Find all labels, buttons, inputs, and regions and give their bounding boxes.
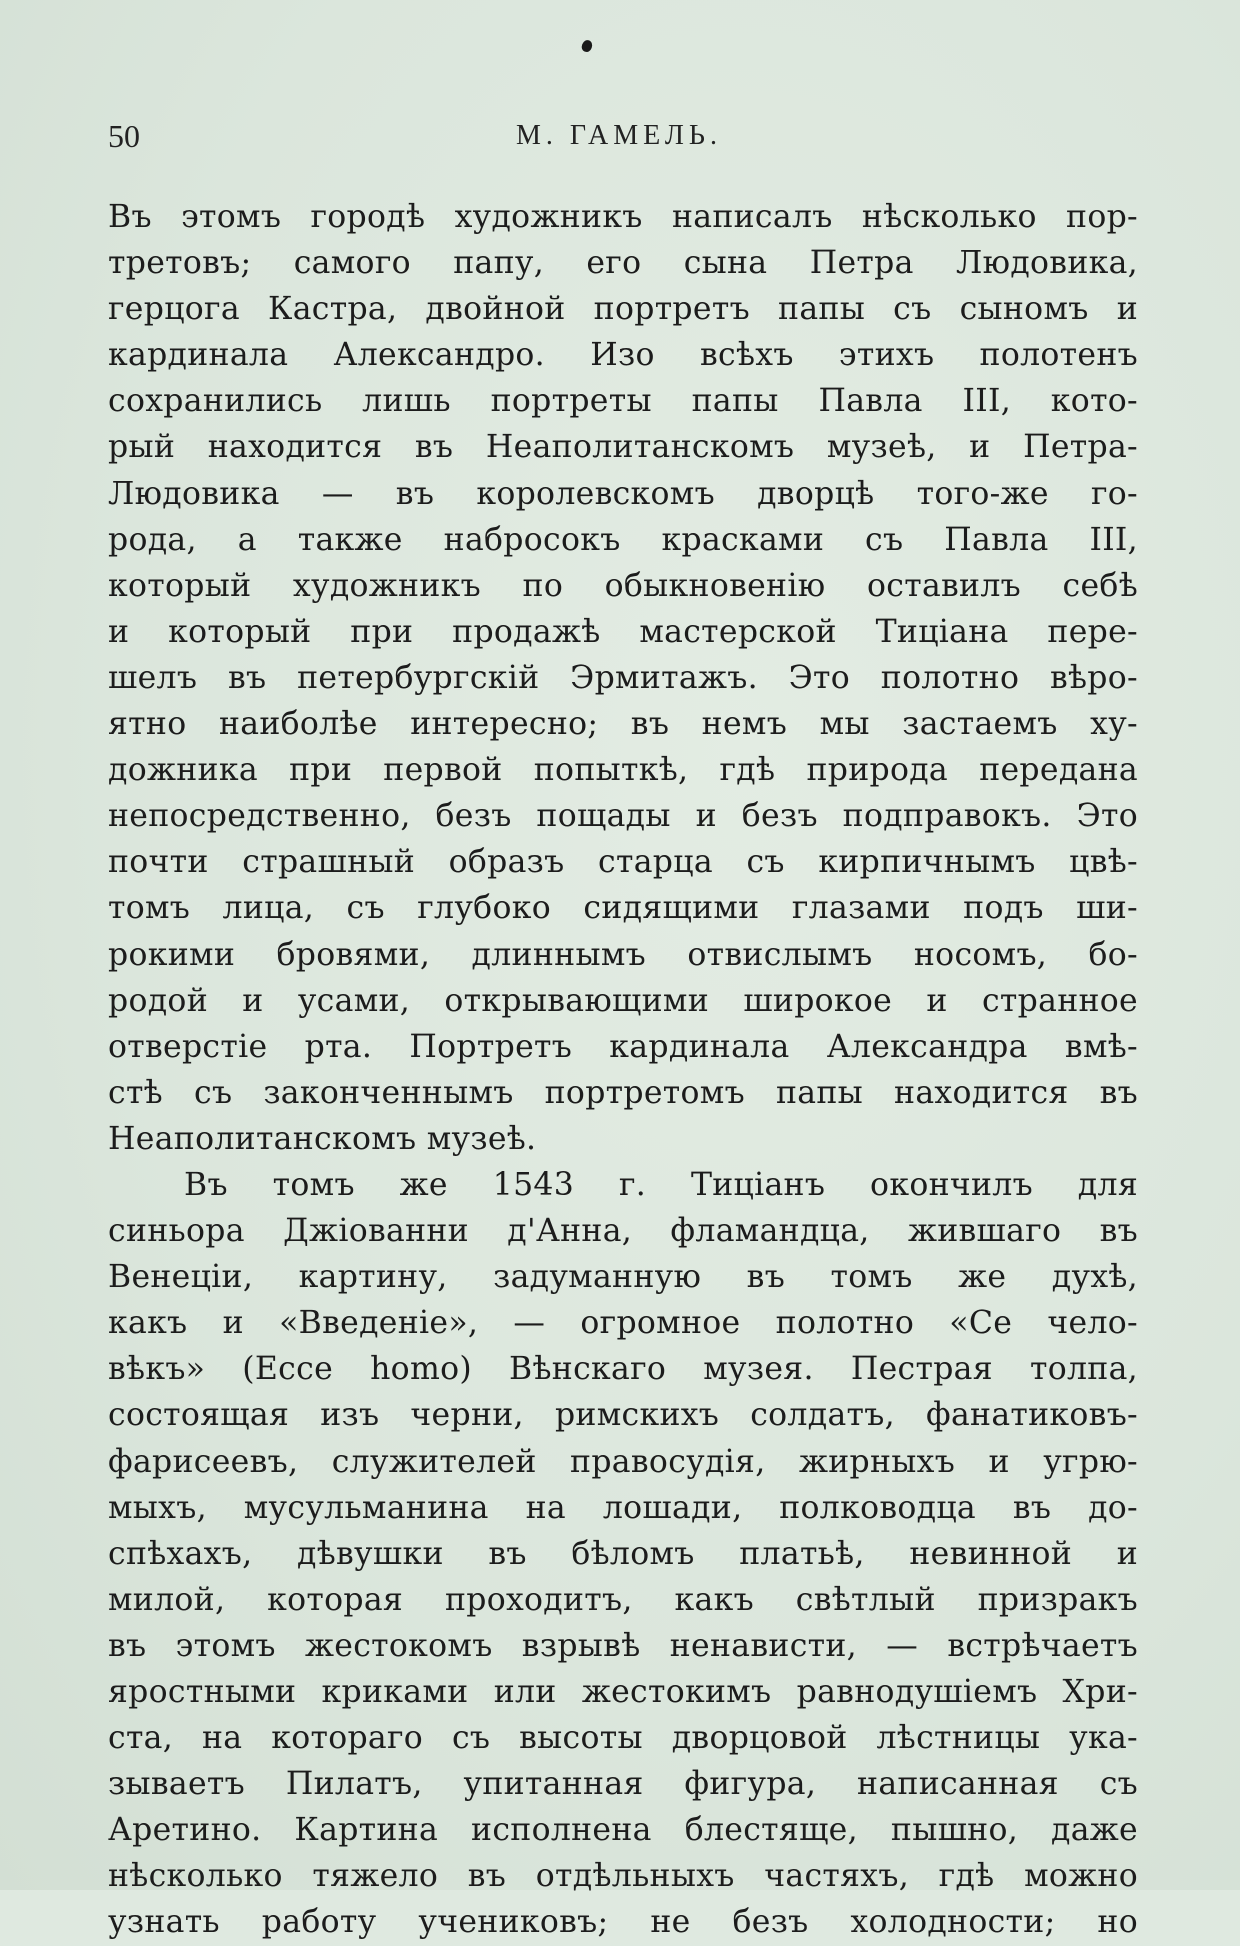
text-line: ста, на котораго съ высоты дворцовой лѣстницы ука- xyxy=(108,1720,1138,1757)
text-line: почти страшный образъ старца съ кирпичнымъ цвѣ- xyxy=(108,844,1138,881)
text-line: рода, а также набросокъ красками съ Павла III, xyxy=(108,521,1138,558)
text-line: нѣсколько тяжело въ отдѣльныхъ частяхъ, гдѣ можно xyxy=(108,1858,1138,1895)
ink-mark xyxy=(580,39,594,54)
page-header xyxy=(108,118,1130,158)
paragraph-first-line: Въ томъ же 1543 г. Тиціанъ окончилъ для xyxy=(184,1166,1138,1203)
text-line: стѣ съ законченнымъ портретомъ папы находится въ xyxy=(108,1074,1138,1111)
text-line: и который при продажѣ мастерской Тиціана пере- xyxy=(108,613,1138,650)
text-line: фарисеевъ, служителей правосудія, жирныхъ и угрю- xyxy=(108,1443,1138,1480)
text-line: вѣкъ» (Ecce homo) Вѣнскаго музея. Пестрая толпа, xyxy=(108,1351,1138,1388)
text-line: шелъ въ петербургскій Эрмитажъ. Это полотно вѣро- xyxy=(108,659,1138,696)
text-line: Аретино. Картина исполнена блестяще, пышно, даже xyxy=(108,1812,1138,1849)
text-line: герцога Кастра, двойной портретъ папы съ сыномъ и xyxy=(108,291,1138,328)
text-line: зываетъ Пилатъ, упитанная фигура, написанная съ xyxy=(108,1766,1138,1803)
text-line: сохранились лишь портреты папы Павла III, кото- xyxy=(108,383,1138,420)
text-line: Людовика — въ королевскомъ дворцѣ того-же го- xyxy=(108,475,1138,512)
text-line: синьора Джіованни д'Анна, фламандца, жившаго въ xyxy=(108,1213,1138,1250)
text-line: томъ лица, съ глубоко сидящими глазами подъ ши- xyxy=(108,890,1138,927)
text-line: въ этомъ жестокомъ взрывѣ ненависти, — встрѣчаетъ xyxy=(108,1627,1138,1664)
text-line: рокими бровями, длиннымъ отвислымъ носомъ, бо- xyxy=(108,936,1138,973)
text-line: узнать работу учениковъ; не безъ холодности; но xyxy=(108,1904,1138,1941)
text-line: который художникъ по обыкновенію оставилъ себѣ xyxy=(108,567,1138,604)
text-line: яростными криками или жестокимъ равнодушіемъ Хри- xyxy=(108,1674,1138,1710)
text-line: рый находится въ Неаполитанскомъ музеѣ, и Петра- xyxy=(108,429,1138,466)
page-number: 50 xyxy=(108,118,140,154)
text-line: мыхъ, мусульманина на лошади, полководца въ до- xyxy=(108,1489,1138,1526)
text-line: ятно наиболѣе интересно; въ немъ мы застаемъ ху- xyxy=(108,706,1138,743)
text-line: спѣхахъ, дѣвушки въ бѣломъ платьѣ, невинной и xyxy=(108,1535,1138,1572)
text-line: отверстіе рта. Портретъ кардинала Александра вмѣ- xyxy=(108,1028,1138,1065)
text-line: состоящая изъ черни, римскихъ солдатъ, фанатиковъ- xyxy=(108,1397,1138,1434)
running-title: М. ГАМЕЛЬ. xyxy=(516,120,722,151)
text-line: родой и усами, открывающими широкое и странное xyxy=(108,982,1138,1019)
text-line: Венеціи, картину, задуманную въ томъ же духѣ, xyxy=(108,1259,1138,1296)
text-line: какъ и «Введеніе», — огромное полотно «Се чело- xyxy=(108,1305,1138,1342)
paragraph-end-line: Неаполитанскомъ музеѣ. xyxy=(108,1120,537,1157)
text-line: непосредственно, безъ пощады и безъ подправокъ. Это xyxy=(108,798,1138,835)
text-line: Въ этомъ городѣ художникъ написалъ нѣсколько пор- xyxy=(108,199,1138,235)
text-line: третовъ; самого папу, его сына Петра Людовика, xyxy=(108,245,1138,282)
body-text xyxy=(108,194,1138,1946)
text-line: кардинала Александро. Изо всѣхъ этихъ полотенъ xyxy=(108,337,1138,374)
text-line: дожника при первой попыткѣ, гдѣ природа передана xyxy=(108,752,1138,789)
text-line: милой, которая проходитъ, какъ свѣтлый призракъ xyxy=(108,1581,1138,1618)
